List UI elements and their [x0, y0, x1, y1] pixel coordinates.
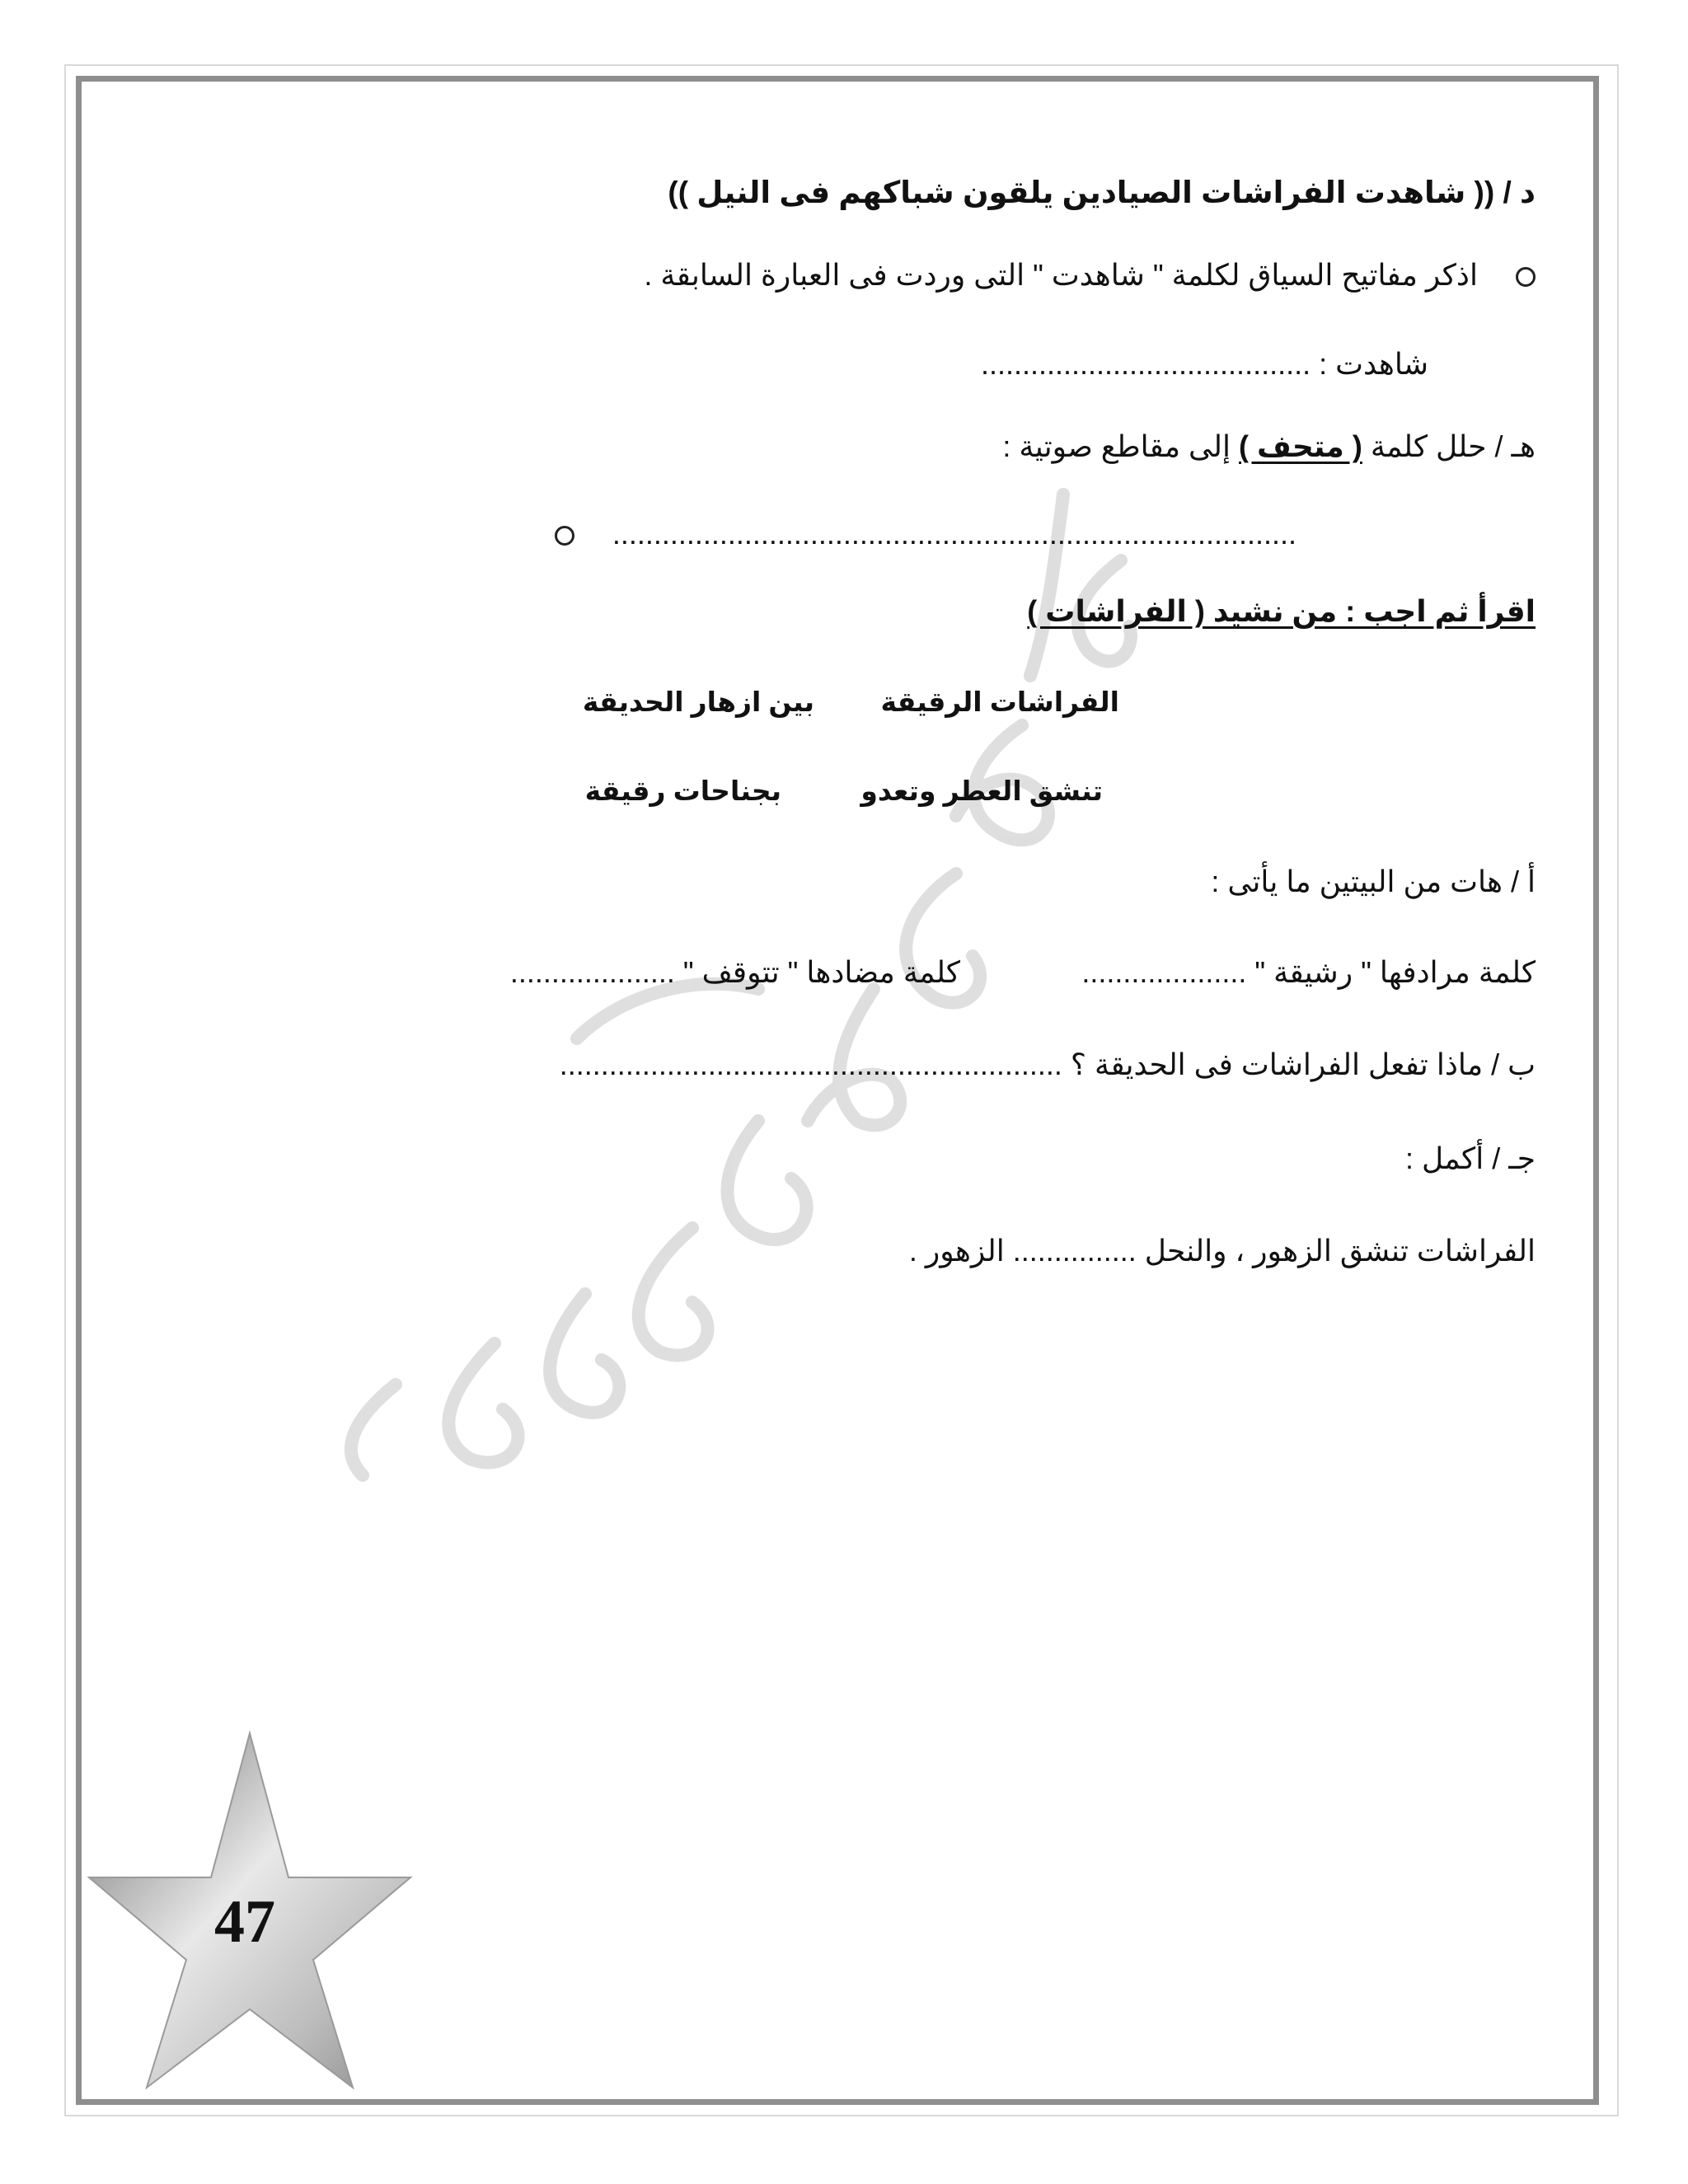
- section-h-answer-row: [555, 516, 1296, 552]
- verse1-part-a: الفراشات الرقيقة: [880, 687, 1119, 717]
- section-h-suffix: إلى مقاطع صوتية :: [1002, 429, 1240, 463]
- question-b: ب / ماذا تفعل الفراشات فى الحديقة ؟ .............................................................: [559, 1047, 1536, 1081]
- verse1-part-b: بين ازهار الحديقة: [582, 687, 814, 717]
- section-d-answer-line: شاهدت : ........................................: [981, 347, 1428, 381]
- question-c-heading: جـ / أكمل :: [1404, 1141, 1536, 1175]
- bullet-circle-icon: [555, 526, 574, 546]
- question-a-heading: أ / هات من البيتين ما يأتى :: [1211, 865, 1536, 898]
- section-d-question: اذكر مفاتيح السياق لكلمة " شاهدت " التى وردت فى العبارة السابقة .: [644, 258, 1478, 292]
- verse2-part-a: تنشق العطر وتعدو: [860, 776, 1103, 806]
- section-h-answer-dots: ...................................................................................: [612, 517, 1296, 551]
- section-h-question: [1002, 429, 1536, 465]
- bullet-circle-icon: [1516, 267, 1536, 287]
- question-a-antonym: كلمة مضادها " تتوقف " ....................: [509, 955, 960, 989]
- page-number: 47: [214, 1888, 275, 1956]
- verse2-part-b: بجناحات رقيقة: [584, 776, 781, 806]
- section-h-prefix: هـ / حلل كلمة: [1362, 429, 1536, 463]
- question-c-sentence: الفراشات تنشق الزهور ، والنحل ............... الزهور .: [908, 1234, 1536, 1268]
- reading-title: اقرأ ثم اجب : من نشيد ( الفراشات ): [1027, 594, 1536, 628]
- section-d-heading: د / (( شاهدت الفراشات الصيادين يلقون شباكهم فى النيل )): [668, 176, 1536, 209]
- section-h-word: ( متحف ): [1239, 429, 1362, 463]
- section-d-question-row: [644, 257, 1536, 293]
- question-a-synonym: كلمة مرادفها " رشيقة " ....................: [1081, 955, 1536, 989]
